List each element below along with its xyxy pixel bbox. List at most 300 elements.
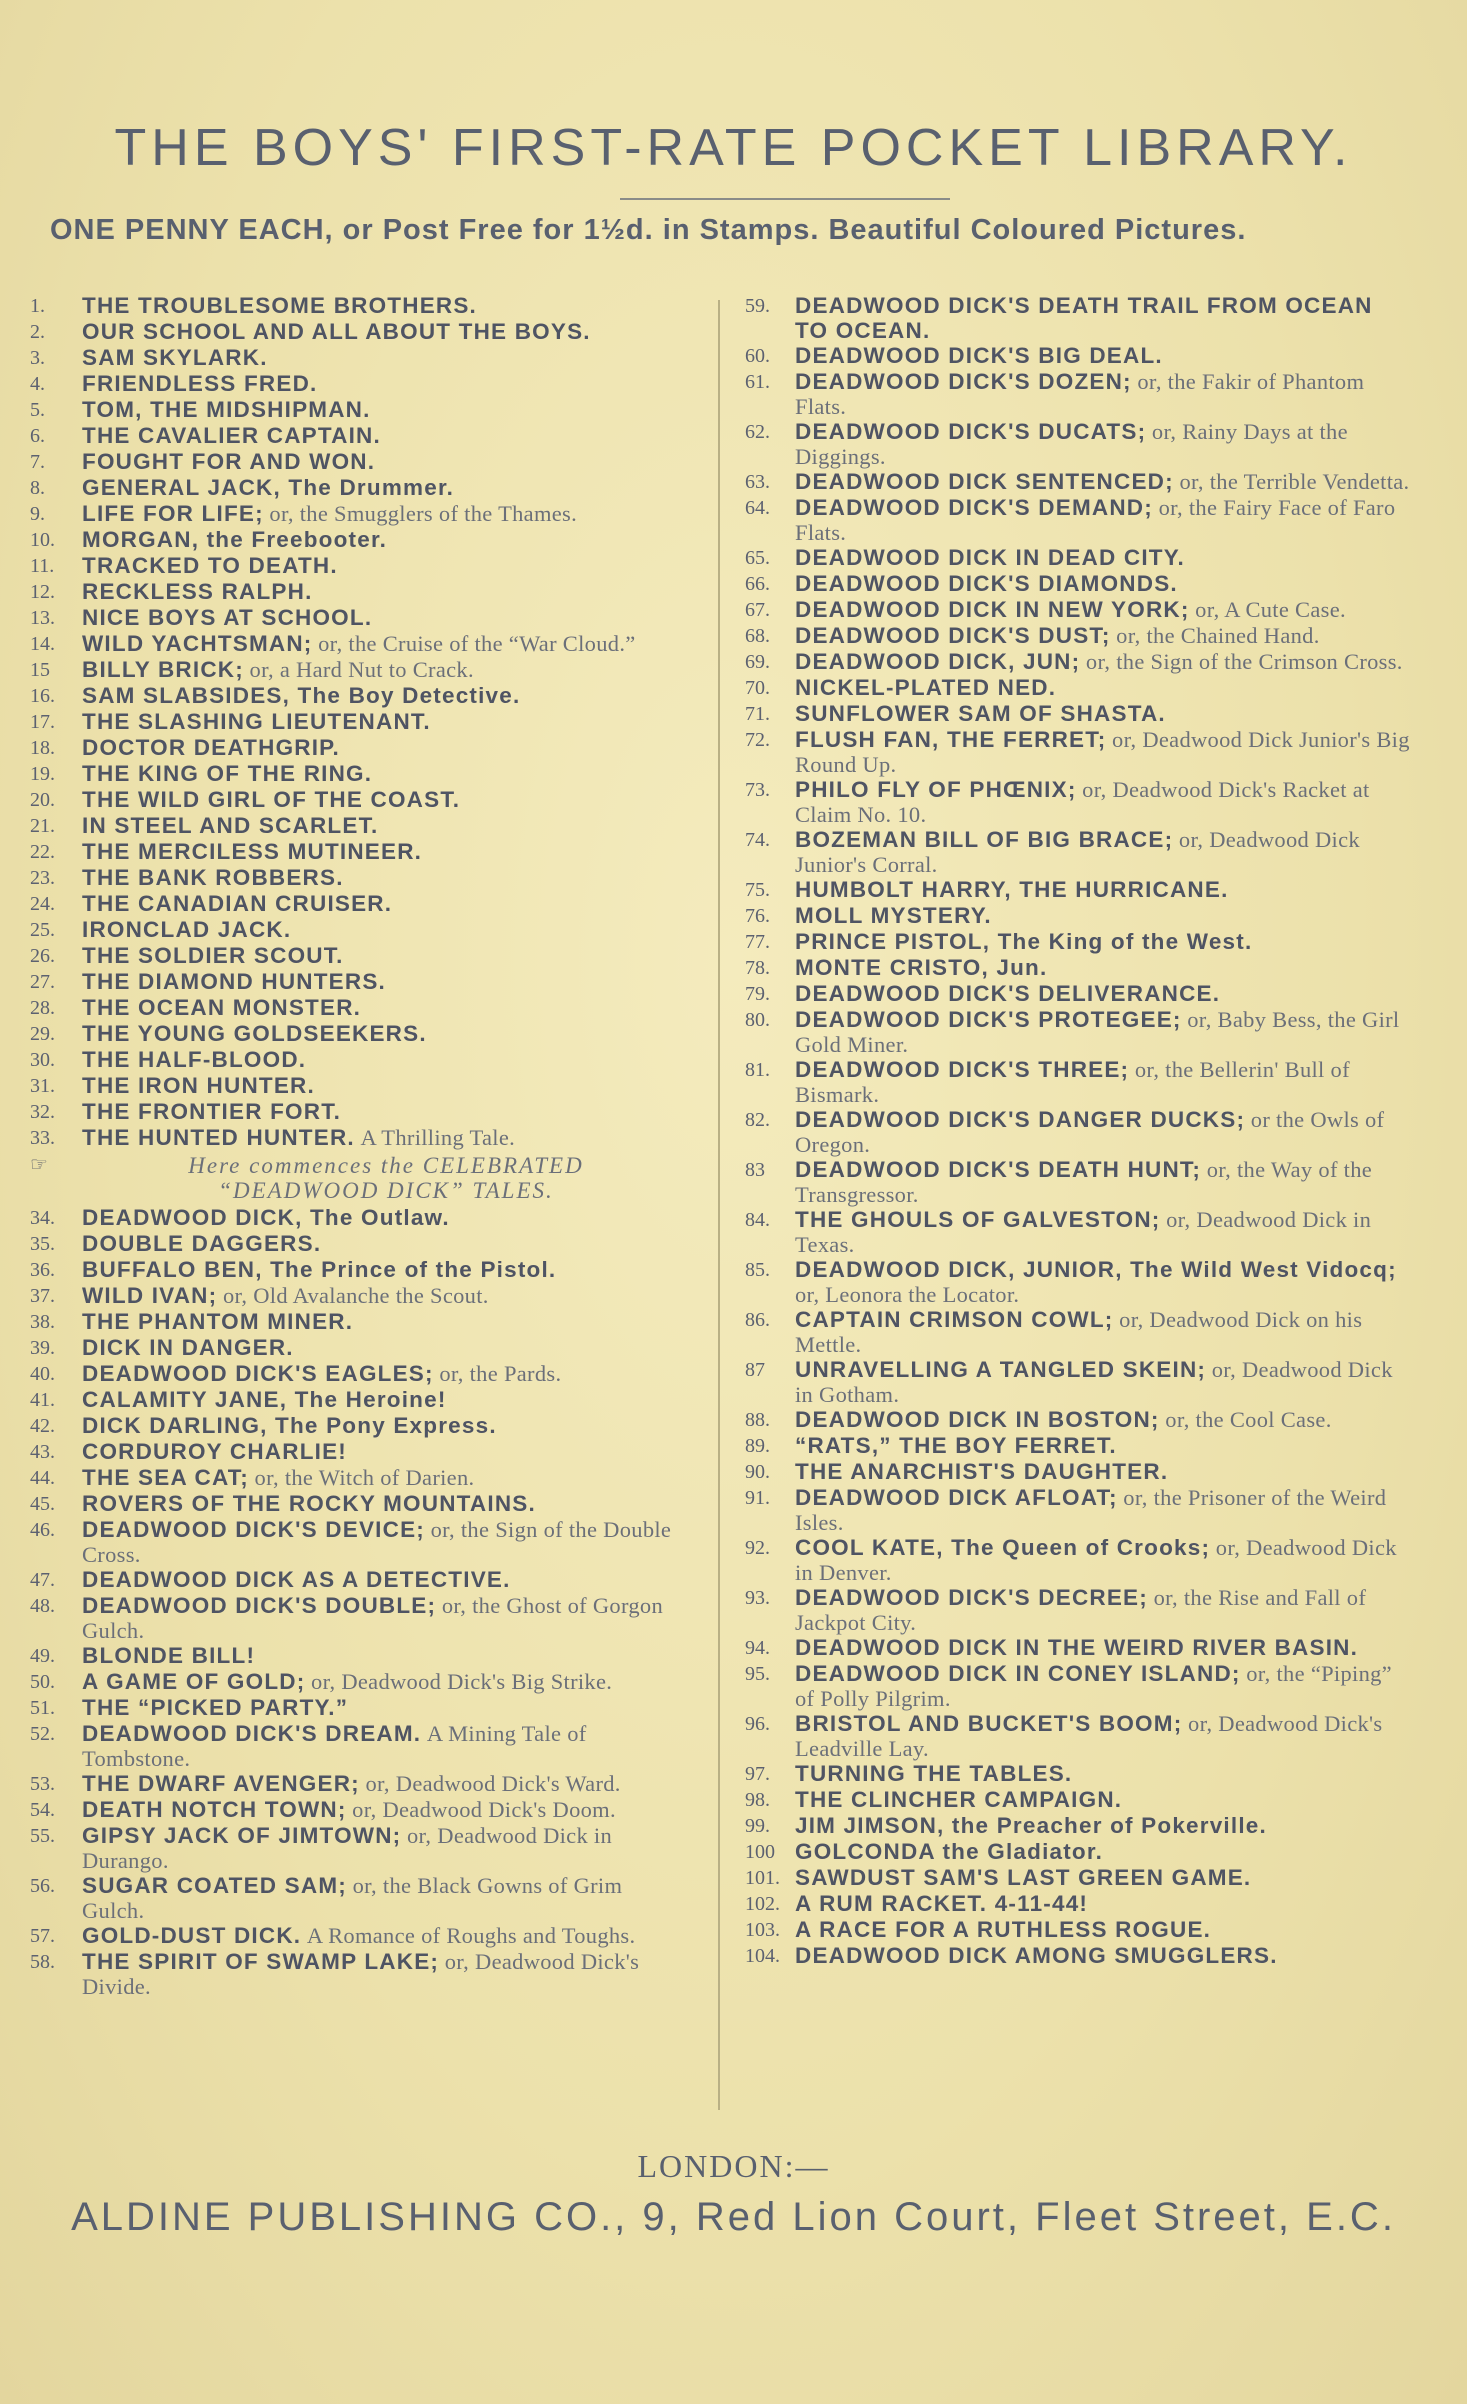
- item-number: 76.: [745, 905, 770, 927]
- item-title: MORGAN, the Freebooter.: [82, 527, 388, 552]
- item-title: DEADWOOD DICK'S DECREE;: [795, 1585, 1148, 1610]
- item-title: FOUGHT FOR AND WON.: [82, 449, 376, 474]
- list-item: [30, 839, 690, 865]
- list-item: [745, 1943, 1410, 1969]
- item-number: 55.: [30, 1825, 55, 1847]
- list-item: [30, 1797, 690, 1823]
- item-number: 3.: [30, 347, 45, 369]
- item-subtitle: or, Deadwood Dick's Leadville Lay.: [795, 1711, 1383, 1761]
- list-item: [30, 1387, 690, 1413]
- item-number: 31.: [30, 1075, 55, 1097]
- item-number: 30.: [30, 1049, 55, 1071]
- list-item: [30, 1695, 690, 1721]
- deadwood-notice: [30, 1153, 690, 1203]
- list-item: [30, 1125, 690, 1151]
- list-item: [745, 727, 1410, 777]
- list-item: [745, 1585, 1410, 1635]
- item-number: 79.: [745, 983, 770, 1005]
- list-item: [30, 1517, 690, 1567]
- list-item: [745, 1157, 1410, 1207]
- item-number: 84.: [745, 1209, 770, 1231]
- item-number: 103.: [745, 1919, 780, 1941]
- item-number: 75.: [745, 879, 770, 901]
- item-number: 43.: [30, 1441, 55, 1463]
- list-item: [30, 969, 690, 995]
- item-subtitle: or the Owls of Oregon.: [795, 1107, 1385, 1157]
- item-title: DEADWOOD DICK'S DIAMONDS.: [795, 571, 1178, 596]
- item-title: SUNFLOWER SAM OF SHASTA.: [795, 701, 1166, 726]
- item-subtitle: or, the Smugglers of the Thames.: [269, 501, 578, 526]
- item-title: DEADWOOD DICK'S THREE;: [795, 1057, 1130, 1082]
- item-title: DEADWOOD DICK'S DELIVERANCE.: [795, 981, 1221, 1006]
- item-number: 101.: [745, 1867, 780, 1889]
- item-title: IRONCLAD JACK.: [82, 917, 292, 942]
- list-item: [30, 1491, 690, 1517]
- item-title: SAM SKYLARK.: [82, 345, 268, 370]
- notice-line-2: “DEADWOOD DICK” TALES.: [218, 1178, 554, 1203]
- item-subtitle: A Romance of Roughs and Toughs.: [306, 1923, 636, 1948]
- item-number: 17.: [30, 711, 55, 733]
- item-title: PRINCE PISTOL, The King of the West.: [795, 929, 1253, 954]
- item-title: COOL KATE, The Queen of Crooks;: [795, 1535, 1211, 1560]
- item-subtitle: or, Old Avalanche the Scout.: [222, 1283, 489, 1308]
- item-title: TRACKED TO DEATH.: [82, 553, 338, 578]
- item-number: 97.: [745, 1763, 770, 1785]
- item-number: 95.: [745, 1663, 770, 1685]
- item-subtitle: or, Baby Bess, the Girl Gold Miner.: [795, 1007, 1400, 1057]
- item-title: THE BANK ROBBERS.: [82, 865, 344, 890]
- item-number: 71.: [745, 703, 770, 725]
- list-item: [745, 1433, 1410, 1459]
- list-item: [745, 1917, 1410, 1943]
- item-subtitle: or, the Way of the Transgressor.: [795, 1157, 1373, 1207]
- item-number: 2.: [30, 321, 45, 343]
- item-subtitle: or, the Rise and Fall of Jackpot City.: [795, 1585, 1367, 1635]
- item-number: 36.: [30, 1259, 55, 1281]
- list-item: [30, 1047, 690, 1073]
- item-title: SAM SLABSIDES, The Boy Detective.: [82, 683, 521, 708]
- item-number: 58.: [30, 1951, 55, 1973]
- left-column: [30, 293, 690, 1999]
- item-title: THE “PICKED PARTY.”: [82, 1695, 349, 1720]
- list-item: [30, 293, 690, 319]
- item-title: DEADWOOD DICK'S EAGLES;: [82, 1361, 434, 1386]
- right-column: [745, 293, 1410, 1969]
- item-number: 54.: [30, 1799, 55, 1821]
- item-number: 23.: [30, 867, 55, 889]
- item-title: THE DIAMOND HUNTERS.: [82, 969, 386, 994]
- item-number: 61.: [745, 371, 770, 393]
- item-title: GIPSY JACK OF JIMTOWN;: [82, 1823, 402, 1848]
- item-subtitle: or, Deadwood Dick's Ward.: [365, 1771, 621, 1796]
- list-item: [745, 1839, 1410, 1865]
- item-number: 52.: [30, 1723, 55, 1745]
- item-subtitle: or, the Black Gowns of Grim Gulch.: [82, 1873, 623, 1923]
- item-title: BUFFALO BEN, The Prince of the Pistol.: [82, 1257, 557, 1282]
- list-item: [30, 1413, 690, 1439]
- footer-london: LONDON:—: [637, 2148, 830, 2184]
- item-number: 73.: [745, 779, 770, 801]
- list-item: [30, 1669, 690, 1695]
- item-subtitle: or, the Terrible Vendetta.: [1179, 469, 1410, 494]
- list-item: [30, 527, 690, 553]
- item-title: SUGAR COATED SAM;: [82, 1873, 347, 1898]
- item-title: DEADWOOD DICK'S DEVICE;: [82, 1517, 425, 1542]
- item-title: THE IRON HUNTER.: [82, 1073, 315, 1098]
- item-title: DEADWOOD DICK IN DEAD CITY.: [795, 545, 1185, 570]
- title-rule: [620, 198, 950, 200]
- item-subtitle: or, the Ghost of Gorgon Gulch.: [82, 1593, 664, 1643]
- item-title: THE CANADIAN CRUISER.: [82, 891, 393, 916]
- item-number: 80.: [745, 1009, 770, 1031]
- item-title: DEADWOOD DICK, JUN;: [795, 649, 1081, 674]
- item-title: PHILO FLY OF PHŒNIX;: [795, 777, 1077, 802]
- item-number: 88.: [745, 1409, 770, 1431]
- item-title: DEADWOOD DICK'S DOZEN;: [795, 369, 1132, 394]
- list-item: [745, 1257, 1410, 1307]
- list-item: [30, 865, 690, 891]
- item-number: 18.: [30, 737, 55, 759]
- item-number: 50.: [30, 1671, 55, 1693]
- list-item: [745, 1761, 1410, 1787]
- item-title: A RACE FOR A RUTHLESS ROGUE.: [795, 1917, 1212, 1942]
- item-number: 104.: [745, 1945, 780, 1967]
- item-title: DEADWOOD DICK'S BIG DEAL.: [795, 343, 1163, 368]
- list-item: [745, 827, 1410, 877]
- item-title: DOCTOR DEATHGRIP.: [82, 735, 340, 760]
- item-number: 27.: [30, 971, 55, 993]
- list-item: [30, 553, 690, 579]
- item-number: 7.: [30, 451, 45, 473]
- item-number: 24.: [30, 893, 55, 915]
- item-title: DEADWOOD DICK AS A DETECTIVE.: [82, 1567, 511, 1592]
- item-number: 65.: [745, 547, 770, 569]
- item-title: THE HUNTED HUNTER.: [82, 1125, 355, 1150]
- item-subtitle: or, Deadwood Dick's Doom.: [352, 1797, 616, 1822]
- item-title: BILLY BRICK;: [82, 657, 244, 682]
- item-subtitle: or, Deadwood Dick in Texas.: [795, 1207, 1372, 1257]
- item-title: TOM, THE MIDSHIPMAN.: [82, 397, 371, 422]
- item-number: 44.: [30, 1467, 55, 1489]
- item-subtitle: or, the Bellerin' Bull of Bismark.: [795, 1057, 1350, 1107]
- list-item: [745, 1107, 1410, 1157]
- item-number: 60.: [745, 345, 770, 367]
- list-item: [745, 929, 1410, 955]
- item-number: 90.: [745, 1461, 770, 1483]
- item-number: 57.: [30, 1925, 55, 1947]
- item-number: 98.: [745, 1789, 770, 1811]
- list-item: [30, 1205, 690, 1231]
- list-item: [30, 423, 690, 449]
- item-subtitle: or, A Cute Case.: [1195, 597, 1346, 622]
- item-number: 86.: [745, 1309, 770, 1331]
- list-item: [745, 1813, 1410, 1839]
- item-title: DEADWOOD DICK, The Outlaw.: [82, 1205, 450, 1230]
- list-item: [745, 701, 1410, 727]
- item-title: THE MERCILESS MUTINEER.: [82, 839, 423, 864]
- item-number: 89.: [745, 1435, 770, 1457]
- list-item: [745, 1891, 1410, 1917]
- list-item: [30, 891, 690, 917]
- item-number: 56.: [30, 1875, 55, 1897]
- item-subtitle: or, the Pards.: [439, 1361, 562, 1386]
- list-item: [30, 1465, 690, 1491]
- list-item: [30, 1309, 690, 1335]
- list-item: [30, 709, 690, 735]
- item-subtitle: or, Rainy Days at the Diggings.: [795, 419, 1348, 469]
- list-item: [30, 631, 690, 657]
- item-title: THE FRONTIER FORT.: [82, 1099, 342, 1124]
- item-title: THE SOLDIER SCOUT.: [82, 943, 344, 968]
- item-title: DEADWOOD DICK'S PROTEGEE;: [795, 1007, 1182, 1032]
- item-number: 67.: [745, 599, 770, 621]
- title-list-34-58: [30, 1205, 690, 1999]
- item-number: 100: [745, 1841, 775, 1863]
- item-title: THE ANARCHIST'S DAUGHTER.: [795, 1459, 1169, 1484]
- item-subtitle: or, the Witch of Darien.: [254, 1465, 475, 1490]
- list-item: [30, 943, 690, 969]
- item-number: 10.: [30, 529, 55, 551]
- item-number: 69.: [745, 651, 770, 673]
- item-title: WILD YACHTSMAN;: [82, 631, 313, 656]
- list-item: [30, 1283, 690, 1309]
- item-title: CORDUROY CHARLIE!: [82, 1439, 347, 1464]
- item-title: HUMBOLT HARRY, THE HURRICANE.: [795, 877, 1229, 902]
- list-item: [745, 419, 1410, 469]
- list-item: [30, 1823, 690, 1873]
- item-number: 37.: [30, 1285, 55, 1307]
- item-title: DICK DARLING, The Pony Express.: [82, 1413, 497, 1438]
- list-item: [745, 903, 1410, 929]
- list-item: [745, 1407, 1410, 1433]
- item-number: 1.: [30, 295, 45, 317]
- item-number: 83: [745, 1159, 765, 1181]
- item-subtitle: or, the Fakir of Phantom Flats.: [795, 369, 1365, 419]
- list-item: [30, 605, 690, 631]
- list-item: [745, 1711, 1410, 1761]
- item-title: BRISTOL AND BUCKET'S BOOM;: [795, 1711, 1183, 1736]
- item-number: 81.: [745, 1059, 770, 1081]
- item-number: 94.: [745, 1637, 770, 1659]
- item-number: 5.: [30, 399, 45, 421]
- item-number: 47.: [30, 1569, 55, 1591]
- list-item: [745, 777, 1410, 827]
- item-number: 42.: [30, 1415, 55, 1437]
- item-title: THE HALF-BLOOD.: [82, 1047, 307, 1072]
- item-number: 38.: [30, 1311, 55, 1333]
- list-item: [30, 579, 690, 605]
- item-subtitle: or, Deadwood Dick on his Mettle.: [795, 1307, 1363, 1357]
- list-item: [745, 571, 1410, 597]
- list-item: [745, 955, 1410, 981]
- item-title: CAPTAIN CRIMSON COWL;: [795, 1307, 1114, 1332]
- list-item: [30, 475, 690, 501]
- item-title: THE SEA CAT;: [82, 1465, 249, 1490]
- list-item: [30, 917, 690, 943]
- list-item: [745, 1865, 1410, 1891]
- item-number: 16.: [30, 685, 55, 707]
- page-title: THE BOYS' FIRST-RATE POCKET LIBRARY.: [114, 119, 1353, 177]
- list-item: [745, 369, 1410, 419]
- item-number: 59.: [745, 295, 770, 317]
- item-title: TURNING THE TABLES.: [795, 1761, 1073, 1786]
- item-number: 68.: [745, 625, 770, 647]
- list-item: [30, 1073, 690, 1099]
- list-item: [745, 877, 1410, 903]
- item-number: 53.: [30, 1773, 55, 1795]
- item-subtitle: or, Leonora the Locator.: [795, 1282, 1020, 1307]
- list-item: [745, 293, 1410, 343]
- price-subtitle: ONE PENNY EACH, or Post Free for 1½d. in Stamps. Beautiful Coloured Pictures.: [50, 214, 1247, 246]
- item-title: A GAME OF GOLD;: [82, 1669, 306, 1694]
- item-title: DEADWOOD DICK'S DEATH HUNT;: [795, 1157, 1202, 1182]
- item-title: NICKEL-PLATED NED.: [795, 675, 1057, 700]
- list-item: [30, 449, 690, 475]
- title-list-59-104: [745, 293, 1410, 1969]
- item-subtitle: or, Deadwood Dick's Big Strike.: [311, 1669, 613, 1694]
- item-subtitle: or, the Chained Hand.: [1116, 623, 1320, 648]
- item-title: FRIENDLESS FRED.: [82, 371, 318, 396]
- item-title: DEADWOOD DICK'S DEMAND;: [795, 495, 1153, 520]
- item-number: 82.: [745, 1109, 770, 1131]
- list-item: [30, 1923, 690, 1949]
- item-title: “RATS,” THE BOY FERRET.: [795, 1433, 1117, 1458]
- item-title: JIM JIMSON, the Preacher of Pokerville.: [795, 1813, 1267, 1838]
- list-item: [745, 1357, 1410, 1407]
- pointing-hand-icon: ☞: [30, 1154, 48, 1176]
- list-item: [30, 787, 690, 813]
- list-item: [745, 597, 1410, 623]
- item-number: 21.: [30, 815, 55, 837]
- item-title: MOLL MYSTERY.: [795, 903, 992, 928]
- item-number: 102.: [745, 1893, 780, 1915]
- list-item: [30, 1231, 690, 1257]
- item-subtitle: or, Deadwood Dick in Denver.: [795, 1535, 1397, 1585]
- item-number: 12.: [30, 581, 55, 603]
- footer-publisher: ALDINE PUBLISHING CO., 9, Red Lion Court, Fleet Street, E.C.: [71, 2195, 1396, 2239]
- item-title: A RUM RACKET. 4-11-44!: [795, 1891, 1089, 1916]
- list-item: [30, 1439, 690, 1465]
- item-number: 46.: [30, 1519, 55, 1541]
- item-title: DEADWOOD DICK AFLOAT;: [795, 1485, 1118, 1510]
- item-number: 45.: [30, 1493, 55, 1515]
- item-subtitle: or, the Cruise of the “War Cloud.”: [318, 631, 636, 656]
- item-number: 8.: [30, 477, 45, 499]
- item-title: DEADWOOD DICK'S DANGER DUCKS;: [795, 1107, 1246, 1132]
- item-title: THE TROUBLESOME BROTHERS.: [82, 293, 478, 318]
- item-subtitle: or, Deadwood Dick in Gotham.: [795, 1357, 1393, 1407]
- item-number: 4.: [30, 373, 45, 395]
- item-number: 78.: [745, 957, 770, 979]
- item-number: 13.: [30, 607, 55, 629]
- item-title: FLUSH FAN, THE FERRET;: [795, 727, 1107, 752]
- list-item: [30, 371, 690, 397]
- item-number: 48.: [30, 1595, 55, 1617]
- item-number: 25.: [30, 919, 55, 941]
- item-subtitle: or, the Cool Case.: [1165, 1407, 1332, 1432]
- list-item: [745, 649, 1410, 675]
- item-title: DEADWOOD DICK IN THE WEIRD RIVER BASIN.: [795, 1635, 1359, 1660]
- item-number: 70.: [745, 677, 770, 699]
- item-subtitle: or, Deadwood Dick's Divide.: [82, 1949, 640, 1999]
- list-item: [30, 761, 690, 787]
- item-subtitle: or, Deadwood Dick's Racket at Claim No. 10.: [795, 777, 1370, 827]
- item-title: THE PHANTOM MINER.: [82, 1309, 354, 1334]
- item-title: NICE BOYS AT SCHOOL.: [82, 605, 373, 630]
- list-item: [745, 469, 1410, 495]
- item-number: 99.: [745, 1815, 770, 1837]
- item-title: THE OCEAN MONSTER.: [82, 995, 362, 1020]
- item-number: 72.: [745, 729, 770, 751]
- list-item: [745, 545, 1410, 571]
- item-title: THE YOUNG GOLDSEEKERS.: [82, 1021, 427, 1046]
- list-item: [745, 1057, 1410, 1107]
- item-title: ROVERS OF THE ROCKY MOUNTAINS.: [82, 1491, 536, 1516]
- item-number: 92.: [745, 1537, 770, 1559]
- item-title: THE DWARF AVENGER;: [82, 1771, 360, 1796]
- item-number: 33.: [30, 1127, 55, 1149]
- item-number: 91.: [745, 1487, 770, 1509]
- item-title: DEADWOOD DICK IN CONEY ISLAND;: [795, 1661, 1241, 1686]
- item-number: 87: [745, 1359, 765, 1381]
- list-item: [745, 675, 1410, 701]
- item-number: 9.: [30, 503, 45, 525]
- item-number: 51.: [30, 1697, 55, 1719]
- list-item: [30, 735, 690, 761]
- list-item: [745, 1535, 1410, 1585]
- item-title: DEADWOOD DICK'S DUST;: [795, 623, 1111, 648]
- item-number: 85.: [745, 1259, 770, 1281]
- item-title: BLONDE BILL!: [82, 1643, 256, 1668]
- item-title: LIFE FOR LIFE;: [82, 501, 264, 526]
- list-item: [30, 501, 690, 527]
- item-number: 11.: [30, 555, 55, 577]
- title-list-1-33: [30, 293, 690, 1151]
- list-item: [745, 981, 1410, 1007]
- item-number: 26.: [30, 945, 55, 967]
- item-title: THE WILD GIRL OF THE COAST.: [82, 787, 461, 812]
- list-item: [30, 1643, 690, 1669]
- list-item: [30, 1257, 690, 1283]
- list-item: [30, 1099, 690, 1125]
- item-title: WILD IVAN;: [82, 1283, 218, 1308]
- item-title: DEADWOOD DICK IN BOSTON;: [795, 1407, 1160, 1432]
- item-title: DEADWOOD DICK, JUNIOR, The Wild West Vidocq;: [795, 1257, 1397, 1282]
- list-item: [745, 1007, 1410, 1057]
- list-item: [30, 1873, 690, 1923]
- item-title: OUR SCHOOL AND ALL ABOUT THE BOYS.: [82, 319, 591, 344]
- item-title: THE CAVALIER CAPTAIN.: [82, 423, 381, 448]
- item-number: 64.: [745, 497, 770, 519]
- item-number: 63.: [745, 471, 770, 493]
- item-number: 49.: [30, 1645, 55, 1667]
- item-title: GOLCONDA the Gladiator.: [795, 1839, 1104, 1864]
- item-subtitle: or, Deadwood Dick in Durango.: [82, 1823, 613, 1873]
- item-number: 62.: [745, 421, 770, 443]
- list-item: [30, 1721, 690, 1771]
- item-title: DEADWOOD DICK'S DOUBLE;: [82, 1593, 437, 1618]
- item-title: DEATH NOTCH TOWN;: [82, 1797, 347, 1822]
- list-item: [30, 1567, 690, 1593]
- item-number: 93.: [745, 1587, 770, 1609]
- list-item: [30, 813, 690, 839]
- item-title: DEADWOOD DICK'S DUCATS;: [795, 419, 1147, 444]
- item-title: IN STEEL AND SCARLET.: [82, 813, 379, 838]
- item-title: DEADWOOD DICK'S DREAM.: [82, 1721, 422, 1746]
- item-title: UNRAVELLING A TANGLED SKEIN;: [795, 1357, 1207, 1382]
- list-item: [30, 319, 690, 345]
- item-title: DEADWOOD DICK IN NEW YORK;: [795, 597, 1190, 622]
